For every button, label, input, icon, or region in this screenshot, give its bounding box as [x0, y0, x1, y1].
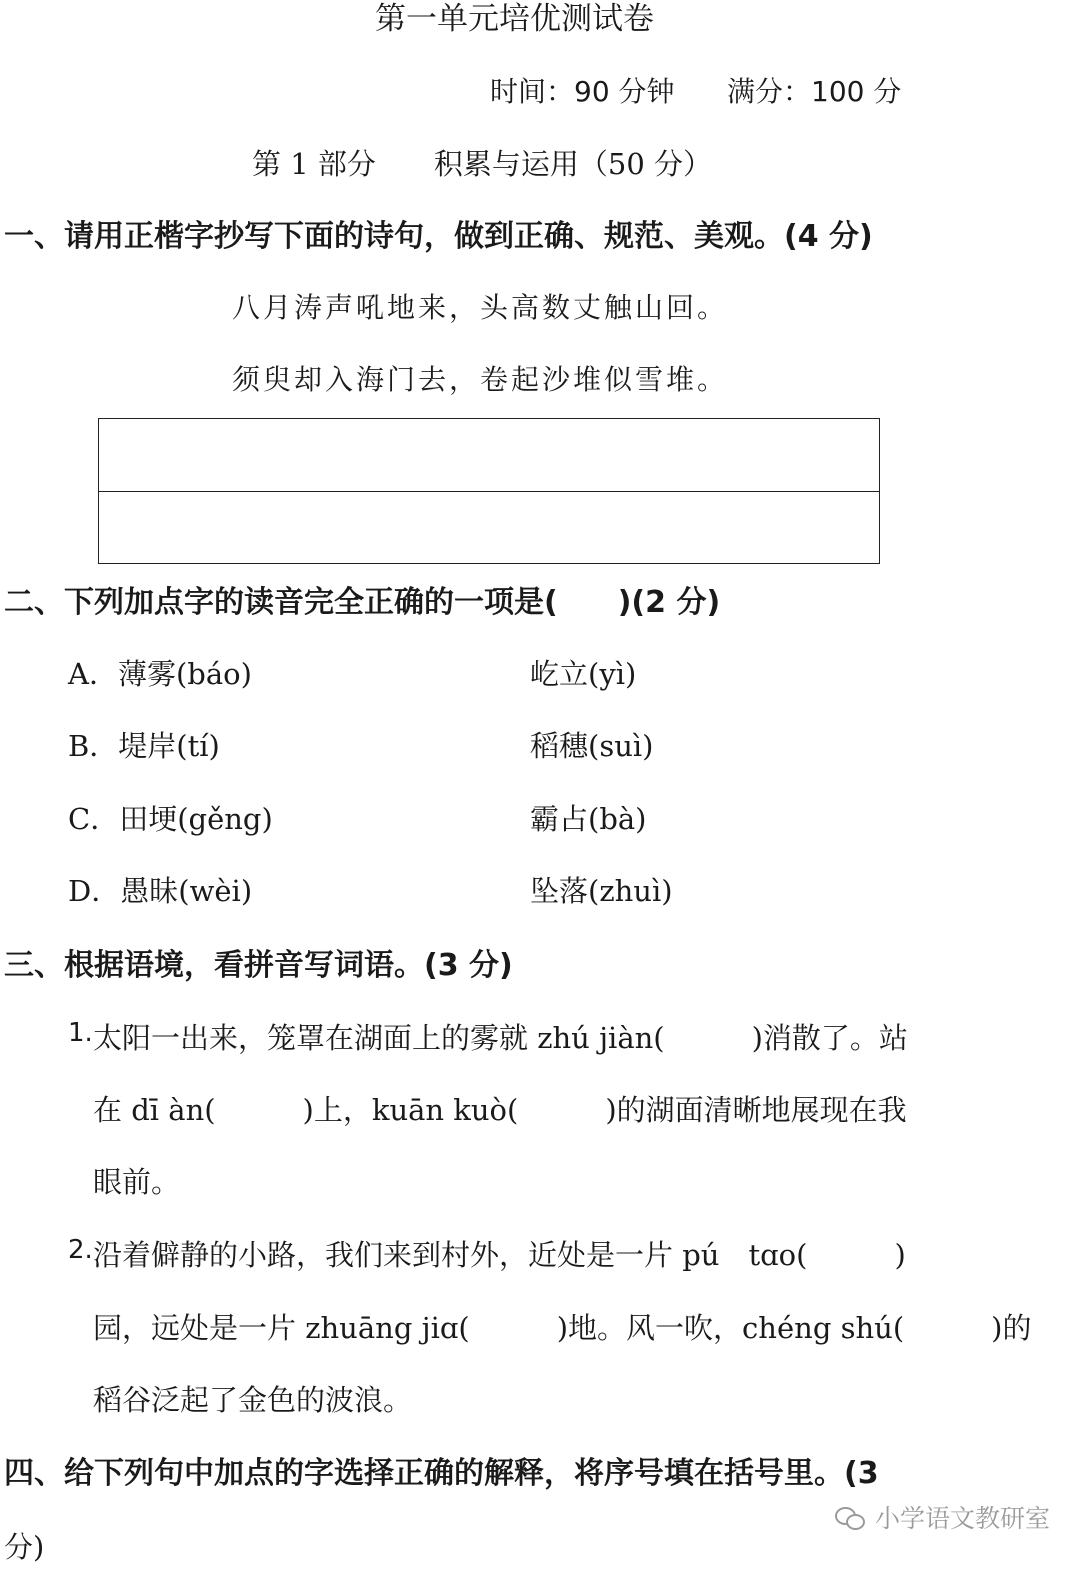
- q3-item-1-line-1: 太阳一出来，笼罩在湖面上的雾就 zhú jiàn( )消散了。站: [93, 1021, 908, 1055]
- q4-heading: 四、给下列句中加点的字选择正确的解释，将序号填在括号里。(3: [4, 1456, 879, 1491]
- option-a-right: 屹立(yì): [530, 657, 637, 691]
- q3-item-1-number: 1.: [68, 1018, 93, 1048]
- q3-item-1-line-2: 在 dī àn( )上，kuān kuò( )的湖面清晰地展现在我: [93, 1093, 907, 1127]
- option-c-left: C．田埂(gěng): [68, 802, 273, 836]
- q2-heading: 二、下列加点字的读音完全正确的一项是( )(2 分): [4, 585, 721, 620]
- q3-item-2-line-1: 沿着僻静的小路，我们来到村外，近处是一片 pú tɑo( ): [93, 1238, 906, 1272]
- exam-time: 时间：90 分钟: [490, 75, 675, 108]
- watermark: [835, 1505, 1050, 1531]
- q3-item-1-line-3: 眼前。: [93, 1165, 181, 1199]
- box-divider: [99, 491, 879, 492]
- option-d-right: 坠落(zhuì): [530, 874, 673, 908]
- wechat-icon: [835, 1505, 865, 1531]
- poem-line-1: 八月涛声吼地来，头高数丈触山回。: [232, 291, 729, 324]
- q3-item-2-line-2: 园，远处是一片 zhuāng jiɑ( )地。风一吹，chéng shú( )的: [93, 1311, 1032, 1345]
- poem-line-2: 须臾却入海门去，卷起沙堆似雪堆。: [232, 363, 729, 396]
- option-a-left: A．薄雾(báo): [68, 657, 252, 691]
- option-c-right: 霸占(bà): [530, 802, 647, 836]
- q3-heading: 三、根据语境，看拼音写词语。(3 分): [4, 948, 513, 983]
- part-heading: 第 1 部分 积累与运用（50 分）: [252, 147, 713, 181]
- option-d-left: D．愚昧(wèi): [68, 874, 253, 908]
- option-b-left: B．堤岸(tí): [68, 729, 220, 763]
- q3-item-2-number: 2.: [68, 1235, 93, 1265]
- option-b-right: 稻穗(suì): [530, 729, 654, 763]
- handwriting-box[interactable]: [98, 418, 880, 564]
- q4-heading-continued: 分): [4, 1530, 45, 1564]
- q1-heading: 一、请用正楷字抄写下面的诗句，做到正确、规范、美观。(4 分): [4, 219, 873, 254]
- q3-item-2-line-3: 稻谷泛起了金色的波浪。: [93, 1383, 413, 1417]
- page-title: 第一单元培优测试卷: [375, 1, 654, 37]
- full-score: 满分：100 分: [727, 75, 902, 108]
- watermark-text: 小学语文教研室: [874, 1503, 1050, 1533]
